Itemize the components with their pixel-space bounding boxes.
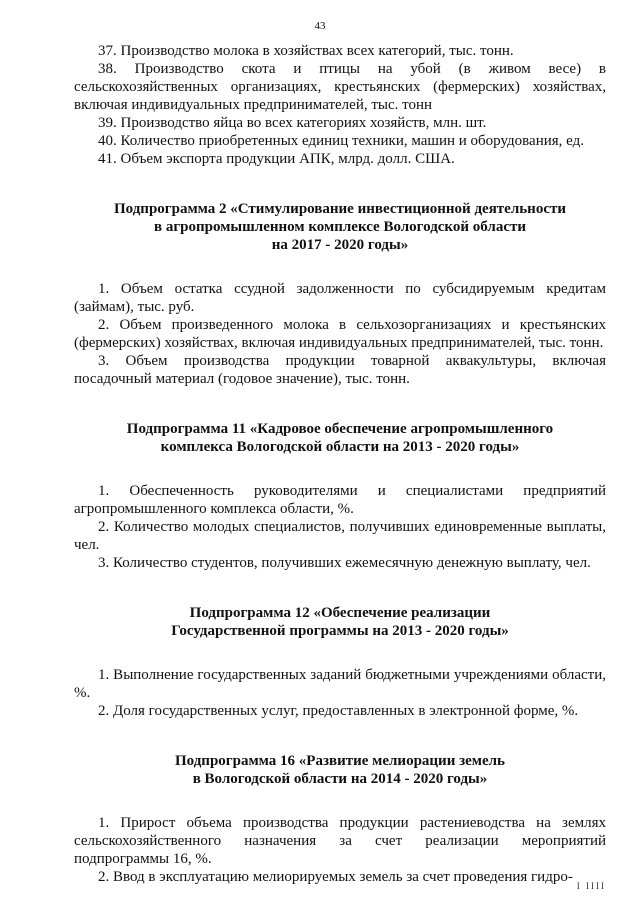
section-heading-line: в агропромышленном комплексе Вологодской области: [154, 219, 526, 235]
spacer: [74, 640, 606, 666]
section-subprogram-11: [74, 420, 606, 572]
list-item: 39. Производство яйца во всех категориях хозяйств, млн. шт.: [98, 115, 487, 131]
section-heading-line: Подпрограмма 11 «Кадровое обеспечение агропромышленного: [126, 421, 554, 437]
section-subprogram-16: [74, 752, 606, 886]
list-item: 2. Количество молодых специалистов, получивших единовременные выплаты, чел.: [74, 519, 606, 553]
section-heading-line: в Вологодской области на 2014 - 2020 годы»: [192, 771, 488, 787]
section-heading-line: Подпрограмма 2 «Стимулирование инвестиционной деятельности: [113, 201, 566, 217]
list-item: 40. Количество приобретенных единиц техники, машин и оборудования, ед.: [98, 133, 585, 149]
section-subprogram-2: [74, 200, 606, 388]
document-body: [74, 42, 606, 886]
section-heading-line: комплекса Вологодской области на 2013 - 2020 годы»: [160, 439, 520, 455]
section-heading-line: Государственной программы на 2013 - 2020 годы»: [171, 623, 509, 639]
spacer: [74, 254, 606, 280]
list-item: 3. Объем производства продукции товарной аквакультуры, включая посадочный материал (годовое значение), тыс. тонн.: [74, 353, 606, 387]
list-item: 1. Объем остатка ссудной задолженности по субсидируемым кредитам (займам), тыс. руб.: [74, 281, 606, 315]
list-item: 1. Выполнение государственных заданий бюджетными учреждениями области, %.: [74, 667, 606, 701]
list-item: 37. Производство молока в хозяйствах всех категорий, тыс. тонн.: [98, 43, 514, 59]
list-item: 1. Обеспеченность руководителями и специалистами предприятий агропромышленного комплекса области, %.: [74, 483, 606, 517]
list-item: 1. Прирост объема производства продукции растениеводства на землях сельскохозяйственного назначения за счет реализации мероприятий подпрограммы 16, %.: [74, 815, 606, 867]
list-item: 2. Доля государственных услуг, предоставленных в электронной форме, %.: [98, 703, 579, 719]
scan-mark: I IIII: [576, 881, 606, 891]
section-heading-line: на 2017 - 2020 годы»: [271, 237, 409, 253]
spacer: [74, 456, 606, 482]
page-number: 43: [314, 20, 326, 32]
spacer: [74, 788, 606, 814]
list-item: 2. Ввод в эксплуатацию мелиорируемых земель за счет проведения гидро-: [98, 869, 573, 885]
spacer: [74, 388, 606, 420]
section-heading-line: Подпрограмма 16 «Развитие мелиорации земель: [174, 753, 505, 769]
spacer: [74, 720, 606, 752]
spacer: [74, 572, 606, 604]
spacer: [74, 168, 606, 200]
list-item: 3. Количество студентов, получивших ежемесячную денежную выплату, чел.: [98, 555, 591, 571]
list-item: 41. Объем экспорта продукции АПК, млрд. долл. США.: [98, 151, 455, 167]
list-item: 38. Производство скота и птицы на убой (в живом весе) в сельскохозяйственных организациях, крестьянских (фермерских) хозяйствах, включая индивидуальных предпринимателей, тыс. тонн: [74, 61, 606, 113]
list-item: 2. Объем произведенного молока в сельхозорганизациях и крестьянских (фермерских) хозяйствах, включая индивидуальных предпринимателей, тыс. тонн.: [74, 317, 606, 351]
section-subprogram-12: [74, 604, 606, 720]
section-heading-line: Подпрограмма 12 «Обеспечение реализации: [189, 605, 491, 621]
